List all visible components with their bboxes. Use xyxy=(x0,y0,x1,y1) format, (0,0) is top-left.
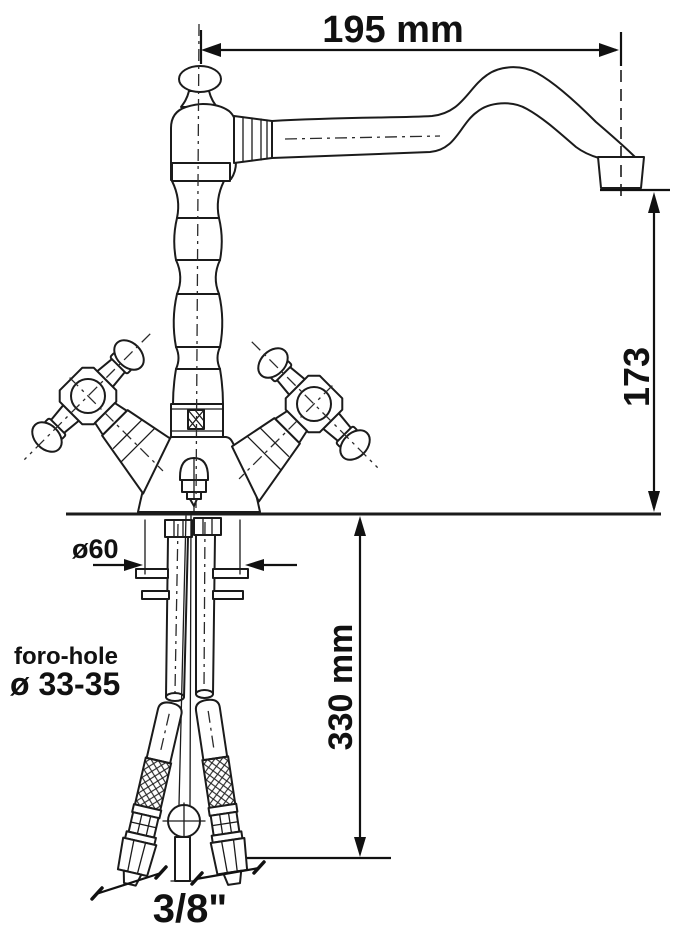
spout-reach-label: 195 mm xyxy=(322,9,464,51)
dim-spout-height xyxy=(600,190,670,512)
dim-hose-length xyxy=(247,516,391,858)
connector-size-label: 3/8" xyxy=(152,887,228,931)
arrow-down-icon xyxy=(354,837,366,857)
mounting-stud xyxy=(136,569,168,578)
mounting-stud xyxy=(213,591,243,599)
column xyxy=(172,181,224,404)
arrow-up-icon xyxy=(354,516,366,536)
head-flange xyxy=(172,163,230,181)
spout-height-label: 173 xyxy=(616,346,657,408)
hole-caption-line2: ø 33-35 xyxy=(10,666,121,702)
arrow-right-icon xyxy=(599,43,619,57)
shank-right xyxy=(196,535,215,694)
hose-length-label: 330 mm xyxy=(322,623,360,751)
arrow-up-icon xyxy=(648,192,660,213)
hole-caption-line1: foro-hole xyxy=(14,643,118,670)
hose-right xyxy=(190,698,251,887)
mounting-stud xyxy=(213,569,248,578)
arrow-left-icon xyxy=(201,43,221,57)
spout xyxy=(272,67,644,188)
base-diameter-label: ø60 xyxy=(72,534,119,564)
hole-caption xyxy=(10,643,120,702)
faucet-body xyxy=(6,24,644,544)
spout-collar xyxy=(234,116,272,163)
finial-knob xyxy=(179,66,221,92)
arrow-down-icon xyxy=(648,491,660,512)
dim-spout-reach xyxy=(201,9,621,196)
under-deck xyxy=(113,516,251,888)
mounting-stud xyxy=(142,591,169,599)
